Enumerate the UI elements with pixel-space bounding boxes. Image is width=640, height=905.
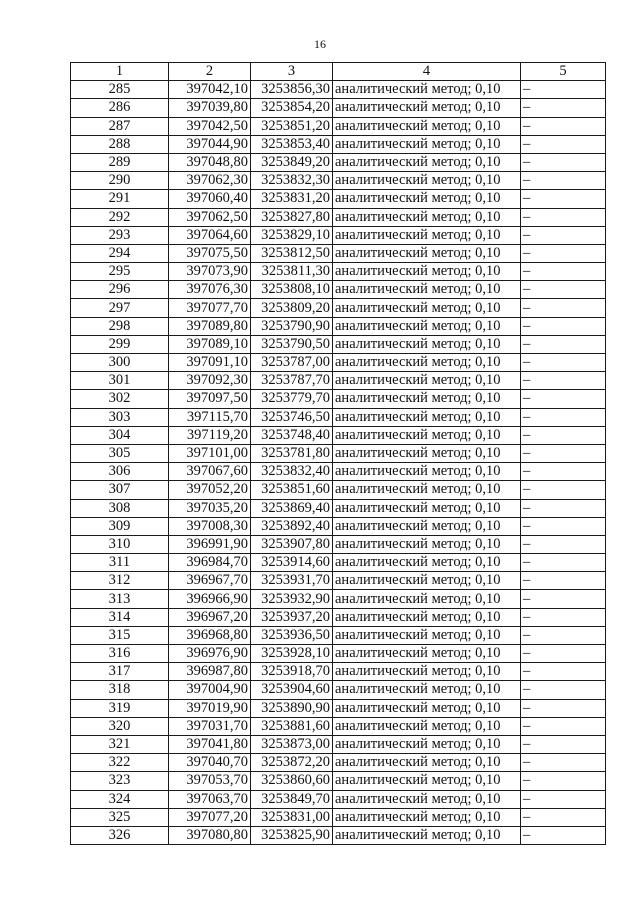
y-coordinate-cell: 3253904,60 [251, 681, 333, 699]
note-cell: – [521, 408, 606, 426]
y-coordinate-cell: 3253779,70 [251, 390, 333, 408]
point-number-cell: 292 [71, 208, 169, 226]
y-coordinate-cell: 3253748,40 [251, 426, 333, 444]
table-row [71, 117, 606, 135]
point-number-cell: 305 [71, 444, 169, 462]
note-cell: – [521, 281, 606, 299]
table-row [71, 772, 606, 790]
y-coordinate-cell: 3253936,50 [251, 626, 333, 644]
point-number-cell: 289 [71, 153, 169, 171]
method-cell: аналитический метод; 0,10 [333, 153, 521, 171]
note-cell: – [521, 208, 606, 226]
note-cell: – [521, 81, 606, 99]
note-cell: – [521, 754, 606, 772]
x-coordinate-cell: 397089,10 [169, 335, 251, 353]
note-cell: – [521, 663, 606, 681]
point-number-cell: 310 [71, 535, 169, 553]
x-coordinate-cell: 397041,80 [169, 735, 251, 753]
method-cell: аналитический метод; 0,10 [333, 717, 521, 735]
x-coordinate-cell: 397019,90 [169, 699, 251, 717]
table-row [71, 717, 606, 735]
point-number-cell: 313 [71, 590, 169, 608]
column-header-point-number: 1 [71, 63, 169, 81]
table-row [71, 99, 606, 117]
method-cell: аналитический метод; 0,10 [333, 463, 521, 481]
point-number-cell: 303 [71, 408, 169, 426]
x-coordinate-cell: 396991,90 [169, 535, 251, 553]
method-cell: аналитический метод; 0,10 [333, 135, 521, 153]
y-coordinate-cell: 3253849,70 [251, 790, 333, 808]
y-coordinate-cell: 3253746,50 [251, 408, 333, 426]
point-number-cell: 301 [71, 372, 169, 390]
y-coordinate-cell: 3253873,00 [251, 735, 333, 753]
note-cell: – [521, 444, 606, 462]
x-coordinate-cell: 397101,00 [169, 444, 251, 462]
x-coordinate-cell: 396967,20 [169, 608, 251, 626]
point-number-cell: 318 [71, 681, 169, 699]
column-header-x: 2 [169, 63, 251, 81]
y-coordinate-cell: 3253932,90 [251, 590, 333, 608]
note-cell: – [521, 226, 606, 244]
note-cell: – [521, 717, 606, 735]
method-cell: аналитический метод; 0,10 [333, 535, 521, 553]
method-cell: аналитический метод; 0,10 [333, 826, 521, 844]
point-number-cell: 298 [71, 317, 169, 335]
point-number-cell: 306 [71, 463, 169, 481]
note-cell: – [521, 590, 606, 608]
method-cell: аналитический метод; 0,10 [333, 481, 521, 499]
point-number-cell: 300 [71, 354, 169, 372]
note-cell: – [521, 463, 606, 481]
method-cell: аналитический метод; 0,10 [333, 335, 521, 353]
method-cell: аналитический метод; 0,10 [333, 263, 521, 281]
method-cell: аналитический метод; 0,10 [333, 772, 521, 790]
x-coordinate-cell: 397042,10 [169, 81, 251, 99]
method-cell: аналитический метод; 0,10 [333, 372, 521, 390]
x-coordinate-cell: 397092,30 [169, 372, 251, 390]
x-coordinate-cell: 397080,80 [169, 826, 251, 844]
y-coordinate-cell: 3253937,20 [251, 608, 333, 626]
table-row [71, 390, 606, 408]
table-row [71, 281, 606, 299]
point-number-cell: 311 [71, 554, 169, 572]
table-row [71, 426, 606, 444]
y-coordinate-cell: 3253808,10 [251, 281, 333, 299]
table-row [71, 135, 606, 153]
y-coordinate-cell: 3253787,70 [251, 372, 333, 390]
column-header-note: 5 [521, 63, 606, 81]
y-coordinate-cell: 3253853,40 [251, 135, 333, 153]
x-coordinate-cell: 397031,70 [169, 717, 251, 735]
method-cell: аналитический метод; 0,10 [333, 81, 521, 99]
x-coordinate-cell: 396968,80 [169, 626, 251, 644]
page-number: 16 [314, 37, 326, 51]
table-row [71, 208, 606, 226]
method-cell: аналитический метод; 0,10 [333, 426, 521, 444]
table-row [71, 481, 606, 499]
y-coordinate-cell: 3253931,70 [251, 572, 333, 590]
point-number-cell: 295 [71, 263, 169, 281]
y-coordinate-cell: 3253831,20 [251, 190, 333, 208]
method-cell: аналитический метод; 0,10 [333, 244, 521, 262]
point-number-cell: 319 [71, 699, 169, 717]
x-coordinate-cell: 397044,90 [169, 135, 251, 153]
note-cell: – [521, 517, 606, 535]
note-cell: – [521, 117, 606, 135]
note-cell: – [521, 554, 606, 572]
method-cell: аналитический метод; 0,10 [333, 390, 521, 408]
method-cell: аналитический метод; 0,10 [333, 354, 521, 372]
table-body [71, 81, 606, 845]
point-number-cell: 322 [71, 754, 169, 772]
y-coordinate-cell: 3253787,00 [251, 354, 333, 372]
method-cell: аналитический метод; 0,10 [333, 299, 521, 317]
point-number-cell: 293 [71, 226, 169, 244]
method-cell: аналитический метод; 0,10 [333, 190, 521, 208]
point-number-cell: 321 [71, 735, 169, 753]
note-cell: – [521, 535, 606, 553]
note-cell: – [521, 572, 606, 590]
table-row [71, 263, 606, 281]
note-cell: – [521, 135, 606, 153]
note-cell: – [521, 153, 606, 171]
method-cell: аналитический метод; 0,10 [333, 226, 521, 244]
x-coordinate-cell: 397077,70 [169, 299, 251, 317]
method-cell: аналитический метод; 0,10 [333, 572, 521, 590]
method-cell: аналитический метод; 0,10 [333, 499, 521, 517]
method-cell: аналитический метод; 0,10 [333, 99, 521, 117]
table-row [71, 608, 606, 626]
note-cell: – [521, 372, 606, 390]
note-cell: – [521, 317, 606, 335]
x-coordinate-cell: 397053,70 [169, 772, 251, 790]
x-coordinate-cell: 397097,50 [169, 390, 251, 408]
y-coordinate-cell: 3253849,20 [251, 153, 333, 171]
table-row [71, 808, 606, 826]
note-cell: – [521, 172, 606, 190]
y-coordinate-cell: 3253790,90 [251, 317, 333, 335]
method-cell: аналитический метод; 0,10 [333, 699, 521, 717]
x-coordinate-cell: 397073,90 [169, 263, 251, 281]
method-cell: аналитический метод; 0,10 [333, 681, 521, 699]
point-number-cell: 326 [71, 826, 169, 844]
point-number-cell: 324 [71, 790, 169, 808]
y-coordinate-cell: 3253892,40 [251, 517, 333, 535]
method-cell: аналитический метод; 0,10 [333, 808, 521, 826]
table-row [71, 463, 606, 481]
y-coordinate-cell: 3253851,20 [251, 117, 333, 135]
method-cell: аналитический метод; 0,10 [333, 444, 521, 462]
y-coordinate-cell: 3253907,80 [251, 535, 333, 553]
note-cell: – [521, 390, 606, 408]
table-row [71, 172, 606, 190]
note-cell: – [521, 299, 606, 317]
table-row [71, 826, 606, 844]
point-number-cell: 288 [71, 135, 169, 153]
point-number-cell: 291 [71, 190, 169, 208]
table-row [71, 408, 606, 426]
x-coordinate-cell: 397076,30 [169, 281, 251, 299]
method-cell: аналитический метод; 0,10 [333, 626, 521, 644]
note-cell: – [521, 772, 606, 790]
y-coordinate-cell: 3253790,50 [251, 335, 333, 353]
method-cell: аналитический метод; 0,10 [333, 172, 521, 190]
table-row [71, 681, 606, 699]
table-row [71, 190, 606, 208]
method-cell: аналитический метод; 0,10 [333, 663, 521, 681]
y-coordinate-cell: 3253860,60 [251, 772, 333, 790]
y-coordinate-cell: 3253827,80 [251, 208, 333, 226]
x-coordinate-cell: 397062,50 [169, 208, 251, 226]
y-coordinate-cell: 3253856,30 [251, 81, 333, 99]
y-coordinate-cell: 3253812,50 [251, 244, 333, 262]
method-cell: аналитический метод; 0,10 [333, 317, 521, 335]
x-coordinate-cell: 397035,20 [169, 499, 251, 517]
method-cell: аналитический метод; 0,10 [333, 590, 521, 608]
note-cell: – [521, 426, 606, 444]
column-header-method: 4 [333, 63, 521, 81]
method-cell: аналитический метод; 0,10 [333, 790, 521, 808]
point-number-cell: 308 [71, 499, 169, 517]
x-coordinate-cell: 396987,80 [169, 663, 251, 681]
y-coordinate-cell: 3253881,60 [251, 717, 333, 735]
table-row [71, 554, 606, 572]
table-row [71, 735, 606, 753]
point-number-cell: 296 [71, 281, 169, 299]
y-coordinate-cell: 3253832,30 [251, 172, 333, 190]
x-coordinate-cell: 397089,80 [169, 317, 251, 335]
header-row [71, 63, 606, 81]
note-cell: – [521, 790, 606, 808]
method-cell: аналитический метод; 0,10 [333, 208, 521, 226]
x-coordinate-cell: 396967,70 [169, 572, 251, 590]
x-coordinate-cell: 397077,20 [169, 808, 251, 826]
point-number-cell: 287 [71, 117, 169, 135]
point-number-cell: 285 [71, 81, 169, 99]
point-number-cell: 286 [71, 99, 169, 117]
table-row [71, 572, 606, 590]
note-cell: – [521, 626, 606, 644]
method-cell: аналитический метод; 0,10 [333, 554, 521, 572]
x-coordinate-cell: 396976,90 [169, 645, 251, 663]
note-cell: – [521, 354, 606, 372]
note-cell: – [521, 735, 606, 753]
point-number-cell: 304 [71, 426, 169, 444]
y-coordinate-cell: 3253832,40 [251, 463, 333, 481]
x-coordinate-cell: 397115,70 [169, 408, 251, 426]
point-number-cell: 312 [71, 572, 169, 590]
y-coordinate-cell: 3253872,20 [251, 754, 333, 772]
table-row [71, 335, 606, 353]
method-cell: аналитический метод; 0,10 [333, 281, 521, 299]
method-cell: аналитический метод; 0,10 [333, 754, 521, 772]
x-coordinate-cell: 397063,70 [169, 790, 251, 808]
table-row [71, 699, 606, 717]
table-row [71, 226, 606, 244]
x-coordinate-cell: 397075,50 [169, 244, 251, 262]
table-row [71, 790, 606, 808]
table-row [71, 354, 606, 372]
table-row [71, 517, 606, 535]
point-number-cell: 317 [71, 663, 169, 681]
point-number-cell: 320 [71, 717, 169, 735]
x-coordinate-cell: 397091,10 [169, 354, 251, 372]
x-coordinate-cell: 396966,90 [169, 590, 251, 608]
note-cell: – [521, 699, 606, 717]
point-number-cell: 302 [71, 390, 169, 408]
x-coordinate-cell: 397004,90 [169, 681, 251, 699]
point-number-cell: 314 [71, 608, 169, 626]
note-cell: – [521, 99, 606, 117]
y-coordinate-cell: 3253854,20 [251, 99, 333, 117]
x-coordinate-cell: 397039,80 [169, 99, 251, 117]
table-row [71, 645, 606, 663]
point-number-cell: 307 [71, 481, 169, 499]
point-number-cell: 325 [71, 808, 169, 826]
method-cell: аналитический метод; 0,10 [333, 608, 521, 626]
note-cell: – [521, 826, 606, 844]
x-coordinate-cell: 397119,20 [169, 426, 251, 444]
note-cell: – [521, 608, 606, 626]
x-coordinate-cell: 397060,40 [169, 190, 251, 208]
x-coordinate-cell: 397062,30 [169, 172, 251, 190]
point-number-cell: 315 [71, 626, 169, 644]
method-cell: аналитический метод; 0,10 [333, 735, 521, 753]
point-number-cell: 290 [71, 172, 169, 190]
point-number-cell: 294 [71, 244, 169, 262]
x-coordinate-cell: 397042,50 [169, 117, 251, 135]
y-coordinate-cell: 3253825,90 [251, 826, 333, 844]
table-row [71, 444, 606, 462]
y-coordinate-cell: 3253809,20 [251, 299, 333, 317]
table-row [71, 153, 606, 171]
method-cell: аналитический метод; 0,10 [333, 645, 521, 663]
note-cell: – [521, 481, 606, 499]
note-cell: – [521, 263, 606, 281]
y-coordinate-cell: 3253851,60 [251, 481, 333, 499]
table-row [71, 244, 606, 262]
table-row [71, 372, 606, 390]
note-cell: – [521, 645, 606, 663]
x-coordinate-cell: 397064,60 [169, 226, 251, 244]
table-row [71, 590, 606, 608]
y-coordinate-cell: 3253781,80 [251, 444, 333, 462]
y-coordinate-cell: 3253918,70 [251, 663, 333, 681]
y-coordinate-cell: 3253831,00 [251, 808, 333, 826]
y-coordinate-cell: 3253914,60 [251, 554, 333, 572]
point-number-cell: 323 [71, 772, 169, 790]
note-cell: – [521, 190, 606, 208]
column-header-y: 3 [251, 63, 333, 81]
method-cell: аналитический метод; 0,10 [333, 408, 521, 426]
method-cell: аналитический метод; 0,10 [333, 517, 521, 535]
point-number-cell: 297 [71, 299, 169, 317]
point-number-cell: 299 [71, 335, 169, 353]
coordinates-table [70, 62, 606, 845]
y-coordinate-cell: 3253829,10 [251, 226, 333, 244]
table-row [71, 535, 606, 553]
x-coordinate-cell: 396984,70 [169, 554, 251, 572]
y-coordinate-cell: 3253890,90 [251, 699, 333, 717]
point-number-cell: 309 [71, 517, 169, 535]
note-cell: – [521, 335, 606, 353]
x-coordinate-cell: 397008,30 [169, 517, 251, 535]
note-cell: – [521, 244, 606, 262]
table-header [71, 63, 606, 81]
note-cell: – [521, 808, 606, 826]
method-cell: аналитический метод; 0,10 [333, 117, 521, 135]
table-row [71, 317, 606, 335]
point-number-cell: 316 [71, 645, 169, 663]
y-coordinate-cell: 3253811,30 [251, 263, 333, 281]
y-coordinate-cell: 3253869,40 [251, 499, 333, 517]
note-cell: – [521, 681, 606, 699]
x-coordinate-cell: 397048,80 [169, 153, 251, 171]
note-cell: – [521, 499, 606, 517]
table-row [71, 299, 606, 317]
table-row [71, 499, 606, 517]
y-coordinate-cell: 3253928,10 [251, 645, 333, 663]
x-coordinate-cell: 397067,60 [169, 463, 251, 481]
table-row [71, 663, 606, 681]
x-coordinate-cell: 397052,20 [169, 481, 251, 499]
table-row [71, 626, 606, 644]
x-coordinate-cell: 397040,70 [169, 754, 251, 772]
table-row [71, 81, 606, 99]
table-row [71, 754, 606, 772]
